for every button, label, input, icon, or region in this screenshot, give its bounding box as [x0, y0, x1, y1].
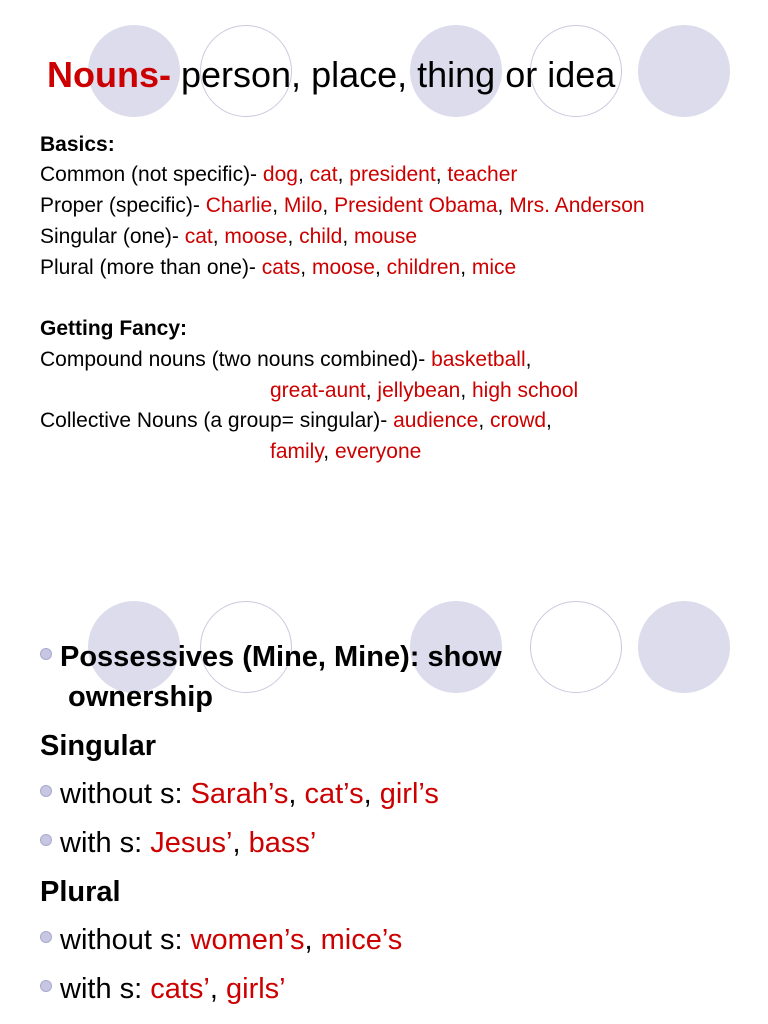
example-word: great-aunt — [270, 379, 366, 402]
compound-label: Compound nouns (two nouns combined)- — [40, 348, 432, 371]
possessives-bullet — [40, 643, 502, 672]
bullet-icon — [40, 980, 52, 992]
collective-nouns-continued — [270, 441, 421, 462]
rule-label: with s: — [60, 827, 151, 859]
possessives-heading-line1: Possessives (Mine, Mine): show — [60, 641, 502, 673]
example-word: girl’s — [379, 778, 439, 810]
separator: , — [272, 194, 284, 217]
plural-without-s-bullet — [40, 926, 402, 955]
example-word: audience — [393, 409, 479, 432]
plural-nouns-line — [40, 257, 516, 278]
separator: , — [337, 163, 350, 186]
decorative-circle — [638, 25, 730, 117]
singular-with-s-bullet — [40, 829, 316, 858]
example-word: everyone — [334, 440, 422, 463]
singular-label: Singular (one)- — [40, 225, 185, 248]
example-word: moose — [224, 225, 288, 248]
proper-nouns-line — [40, 195, 645, 216]
getting-fancy-heading: Getting Fancy: — [40, 317, 188, 340]
separator: , — [322, 194, 335, 217]
rule-label: without s: — [60, 778, 191, 810]
singular-heading: Singular — [40, 730, 157, 762]
bullet-icon — [40, 834, 52, 846]
example-word: Milo — [283, 194, 323, 217]
example-word: mouse — [354, 225, 418, 248]
rule-label: with s: — [60, 973, 151, 1005]
collective-nouns-line — [40, 410, 552, 431]
plural-with-s-bullet — [40, 975, 286, 1004]
separator: , — [323, 440, 335, 463]
bullet-icon — [40, 648, 52, 660]
separator: , — [287, 225, 300, 248]
compound-nouns-continued — [270, 380, 578, 401]
separator: , — [525, 348, 532, 371]
separator: , — [478, 409, 491, 432]
separator: , — [374, 256, 387, 279]
common-label: Common (not specific)- — [40, 163, 263, 186]
basics-heading: Basics: — [40, 133, 115, 156]
example-word: cat — [309, 163, 338, 186]
separator: , — [342, 225, 354, 248]
slide-title — [47, 54, 615, 96]
example-word: cats — [261, 256, 301, 279]
example-word: mice — [471, 256, 517, 279]
separator: , — [297, 163, 310, 186]
title-description: person, place, thing or idea — [170, 54, 616, 95]
example-word: girls’ — [226, 973, 286, 1005]
example-word: child — [299, 225, 343, 248]
example-word: president — [349, 163, 436, 186]
proper-label: Proper (specific)- — [40, 194, 206, 217]
separator: , — [363, 778, 380, 810]
separator: , — [209, 973, 227, 1005]
example-word: family — [270, 440, 324, 463]
example-word: cat’s — [304, 778, 364, 810]
separator: , — [365, 379, 378, 402]
example-word: cat — [184, 225, 213, 248]
separator: , — [497, 194, 510, 217]
decorative-circle — [530, 601, 622, 693]
example-word: dog — [262, 163, 298, 186]
example-word: cats’ — [150, 973, 210, 1005]
example-word: Sarah’s — [190, 778, 289, 810]
separator: , — [460, 256, 472, 279]
singular-nouns-line — [40, 226, 417, 247]
example-word: Jesus’ — [150, 827, 233, 859]
example-word: jellybean — [377, 379, 461, 402]
example-word: bass’ — [248, 827, 317, 859]
plural-heading: Plural — [40, 876, 121, 908]
separator: , — [300, 256, 312, 279]
singular-without-s-bullet — [40, 780, 439, 809]
possessives-heading-line2: ownership — [68, 681, 214, 713]
rule-label: without s: — [60, 924, 191, 956]
example-word: basketball — [431, 348, 526, 371]
example-word: Mrs. Anderson — [509, 194, 645, 217]
common-nouns-line — [40, 164, 517, 185]
example-word: women’s — [190, 924, 305, 956]
compound-nouns-line — [40, 349, 531, 370]
example-word: Charlie — [205, 194, 273, 217]
example-word: President Obama — [334, 194, 498, 217]
separator: , — [460, 379, 472, 402]
separator: , — [546, 409, 552, 432]
example-word: mice’s — [320, 924, 403, 956]
separator: , — [304, 924, 321, 956]
separator: , — [435, 163, 448, 186]
plural-label: Plural (more than one)- — [40, 256, 262, 279]
title-keyword: Nouns- — [47, 54, 171, 95]
decorative-circle — [638, 601, 730, 693]
separator: , — [212, 225, 225, 248]
example-word: children — [386, 256, 461, 279]
bullet-icon — [40, 785, 52, 797]
separator: , — [232, 827, 249, 859]
example-word: moose — [311, 256, 375, 279]
collective-label: Collective Nouns (a group= singular)- — [40, 409, 394, 432]
example-word: crowd — [490, 409, 547, 432]
slide-possessives — [0, 512, 768, 1024]
separator: , — [288, 778, 305, 810]
example-word: teacher — [447, 163, 518, 186]
bullet-icon — [40, 931, 52, 943]
example-word: high school — [471, 379, 579, 402]
